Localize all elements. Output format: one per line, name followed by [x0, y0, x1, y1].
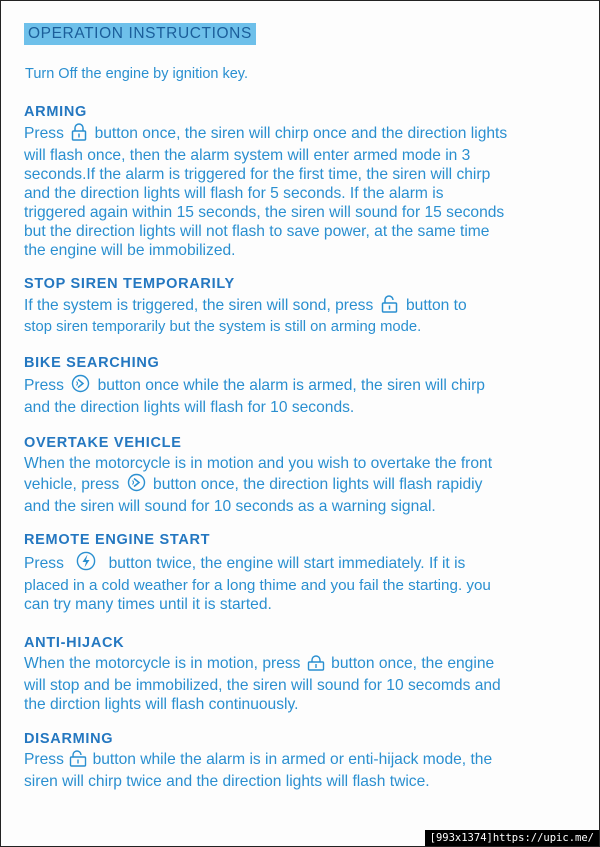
- lock-button-icon: [307, 655, 325, 676]
- section-overtake-vehicle: [24, 435, 580, 516]
- section-disarming: [24, 731, 580, 791]
- text: button once while the alarm is armed, the siren will chirp: [97, 377, 485, 394]
- heading-remote-start: REMOTE ENGINE START: [24, 532, 211, 548]
- image-host-footer[interactable]: [993x1374]https://upic.me/: [425, 830, 599, 846]
- body-arming: [24, 123, 580, 260]
- text: button to: [405, 297, 467, 314]
- text: Press: [24, 555, 64, 572]
- signal-button-icon: [127, 473, 146, 497]
- text: When the motorcycle is in motion, press: [24, 655, 301, 672]
- text: button once, the engine: [331, 655, 495, 672]
- text-line: and the direction lights will flash for 5 seconds. If the alarm is: [24, 185, 444, 202]
- text-line: siren will chirp twice and the direction lights will flash twice.: [24, 773, 430, 790]
- text-line: seconds.If the alarm is triggered for the first time, the siren will chirp: [24, 166, 491, 183]
- text-line: will stop and be immobilized, the siren will sound for 10 secomds and: [24, 677, 501, 694]
- text: button once, the direction lights will flash rapidiy: [153, 476, 483, 493]
- body-anti-hijack: [24, 654, 580, 714]
- heading-disarming: DISARMING: [24, 731, 114, 747]
- text-line: placed in a cold weather for a long thime and you fail the starting. you: [24, 577, 491, 594]
- text-line: and the siren will sound for 10 seconds as a warning signal.: [24, 498, 436, 515]
- text: button once, the siren will chirp once and the direction lights: [94, 125, 508, 142]
- body-stop-siren: [24, 295, 580, 337]
- intro-text: Turn Off the engine by ignition key.: [25, 66, 249, 82]
- section-arming: [24, 104, 580, 260]
- signal-button-icon: [71, 374, 90, 398]
- body-bike-searching: [24, 374, 580, 417]
- text-line: triggered again within 15 seconds, the siren will sound for 15 seconds: [24, 204, 505, 221]
- text-line: and the direction lights will flash for 10 seconds.: [24, 399, 355, 416]
- text-line: can try many times until it is started.: [24, 596, 272, 613]
- heading-arming: ARMING: [24, 104, 88, 120]
- text: vehicle, press: [24, 476, 120, 493]
- text: button while the alarm is in armed or enti-hijack mode, the: [92, 751, 493, 768]
- lightning-button-icon: [76, 551, 96, 576]
- text-line: but the direction lights will not flash to save power, at the same time: [24, 223, 490, 240]
- text-line: When the motorcycle is in motion and you wish to overtake the front: [24, 455, 493, 472]
- text: Press: [24, 377, 64, 394]
- text: Press: [24, 125, 64, 142]
- body-disarming: [24, 750, 580, 791]
- section-stop-siren: [24, 276, 580, 337]
- heading-stop-siren: STOP SIREN TEMPORARILY: [24, 276, 235, 292]
- text-line: the engine will be immobilized.: [24, 242, 236, 259]
- unlock-button-icon: [69, 750, 87, 772]
- page-title: OPERATION INSTRUCTIONS: [24, 23, 256, 45]
- heading-anti-hijack: ANTI-HIJACK: [24, 635, 125, 651]
- heading-overtake: OVERTAKE VEHICLE: [24, 435, 182, 451]
- heading-bike-searching: BIKE SEARCHING: [24, 355, 160, 371]
- text-line: stop siren temporarily but the system is still on arming mode.: [24, 319, 422, 335]
- text: button twice, the engine will start immediately. If it is: [108, 555, 466, 572]
- unlock-button-icon: [381, 295, 399, 318]
- text: If the system is triggered, the siren will sond, press: [24, 297, 374, 314]
- lock-button-icon: [71, 123, 87, 146]
- section-bike-searching: [24, 355, 580, 417]
- text-line: the dirction lights will flash continuously.: [24, 696, 299, 713]
- body-remote-start: [24, 551, 580, 614]
- section-remote-engine-start: [24, 532, 580, 614]
- text: Press: [24, 751, 64, 768]
- text-line: will flash once, then the alarm system will enter armed mode in 3: [24, 147, 471, 164]
- body-overtake: [24, 454, 580, 516]
- section-anti-hijack: [24, 635, 580, 714]
